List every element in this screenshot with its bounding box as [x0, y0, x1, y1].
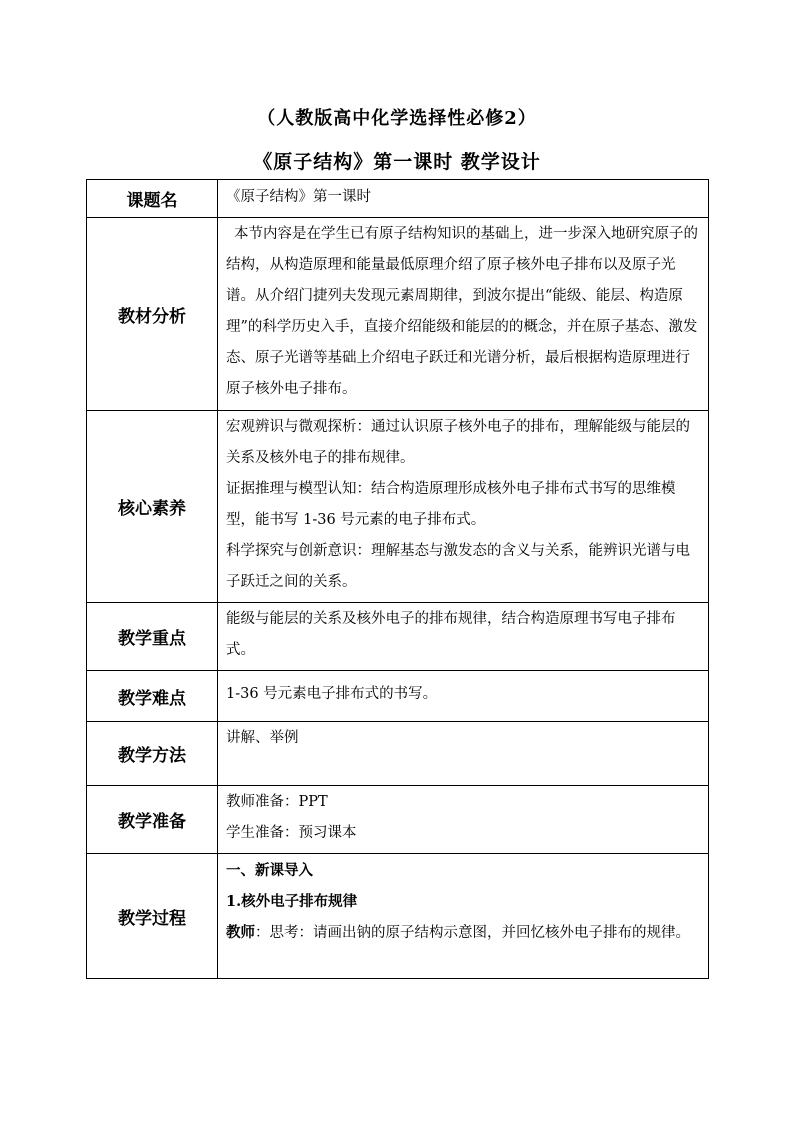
- literacy-item: 证据推理与模型认知：结合构造原理形成核外电子排布式书写的思维模型，能书写 1-36 号元素的电子排布式。: [226, 481, 676, 528]
- teacher-label: 教师: [226, 924, 255, 941]
- row-label-difficulties: 教学难点: [87, 671, 218, 722]
- row-content-analysis: [218, 218, 709, 411]
- preparation-item: 教师准备：PPT: [226, 794, 328, 810]
- methods-text: 讲解、举例: [226, 730, 299, 746]
- literacy-item: 宏观辨识与微观探析：通过认识原子核外电子的排布，理解能级与能层的关系及核外电子的排布规律。: [226, 419, 690, 466]
- row-content-literacy: [218, 411, 709, 603]
- table-row-process: [87, 854, 709, 979]
- literacy-item: 科学探究与创新意识：理解基态与激发态的含义与关系，能辨识光谱与电子跃迁之间的关系。: [226, 543, 690, 590]
- table-row-key-points: [87, 603, 709, 671]
- row-content-process: [218, 854, 709, 979]
- key-points-text: 能级与能层的关系及核外电子的排布规律，结合构造原理书写电子排布式。: [226, 611, 676, 658]
- row-content-topic: [218, 180, 709, 218]
- table-row-topic: [87, 180, 709, 218]
- row-label-preparation: 教学准备: [87, 786, 218, 854]
- row-label-topic: 课题名: [87, 180, 218, 218]
- process-subsection: 1.核外电子排布规律: [226, 893, 358, 910]
- row-content-key-points: [218, 603, 709, 671]
- row-content-difficulties: [218, 671, 709, 722]
- process-section: 一、新课导入: [226, 862, 313, 879]
- row-label-literacy: 核心素养: [87, 411, 218, 603]
- difficulties-text: 1-36 号元素电子排布式的书写。: [226, 686, 438, 702]
- process-teacher-paragraph: [226, 917, 702, 949]
- row-label-analysis: 教材分析: [87, 218, 218, 411]
- row-label-methods: 教学方法: [87, 722, 218, 786]
- table-row-literacy: [87, 411, 709, 603]
- document-subtitle: （人教版高中化学选择性必修2）: [257, 108, 537, 129]
- lesson-plan-table: [86, 179, 709, 979]
- document-title: 《原子结构》第一课时 教学设计: [253, 151, 541, 173]
- row-label-process: 教学过程: [87, 854, 218, 979]
- topic-text: 《原子结构》第一课时: [226, 188, 371, 205]
- analysis-text: 本节内容是在学生已有原子结构知识的基础上，进一步深入地研究原子的结构，从构造原理和能量最低原理介绍了原子核外电子排布以及原子光谱。从介绍门捷列夫发现元素周期律，到波尔提出“能级、能层、构造原理”的科学历史入手，直接介绍能级和能层的的概念，并在原子基态、激发态、原子光谱等基础上介绍电子跃迁和光谱分析，最后根据构造原理进行原子核外电子排布。: [226, 226, 698, 397]
- teacher-text: ：思考：请画出钠的原子结构示意图，并回忆核外电子排布的规律。: [255, 925, 690, 941]
- table-row-methods: [87, 722, 709, 786]
- table-row-preparation: [87, 786, 709, 854]
- row-content-methods: [218, 722, 709, 786]
- table-row-analysis: [87, 218, 709, 411]
- table-row-difficulties: [87, 671, 709, 722]
- row-label-key-points: 教学重点: [87, 603, 218, 671]
- row-content-preparation: [218, 786, 709, 854]
- preparation-item: 学生准备：预习课本: [226, 825, 357, 841]
